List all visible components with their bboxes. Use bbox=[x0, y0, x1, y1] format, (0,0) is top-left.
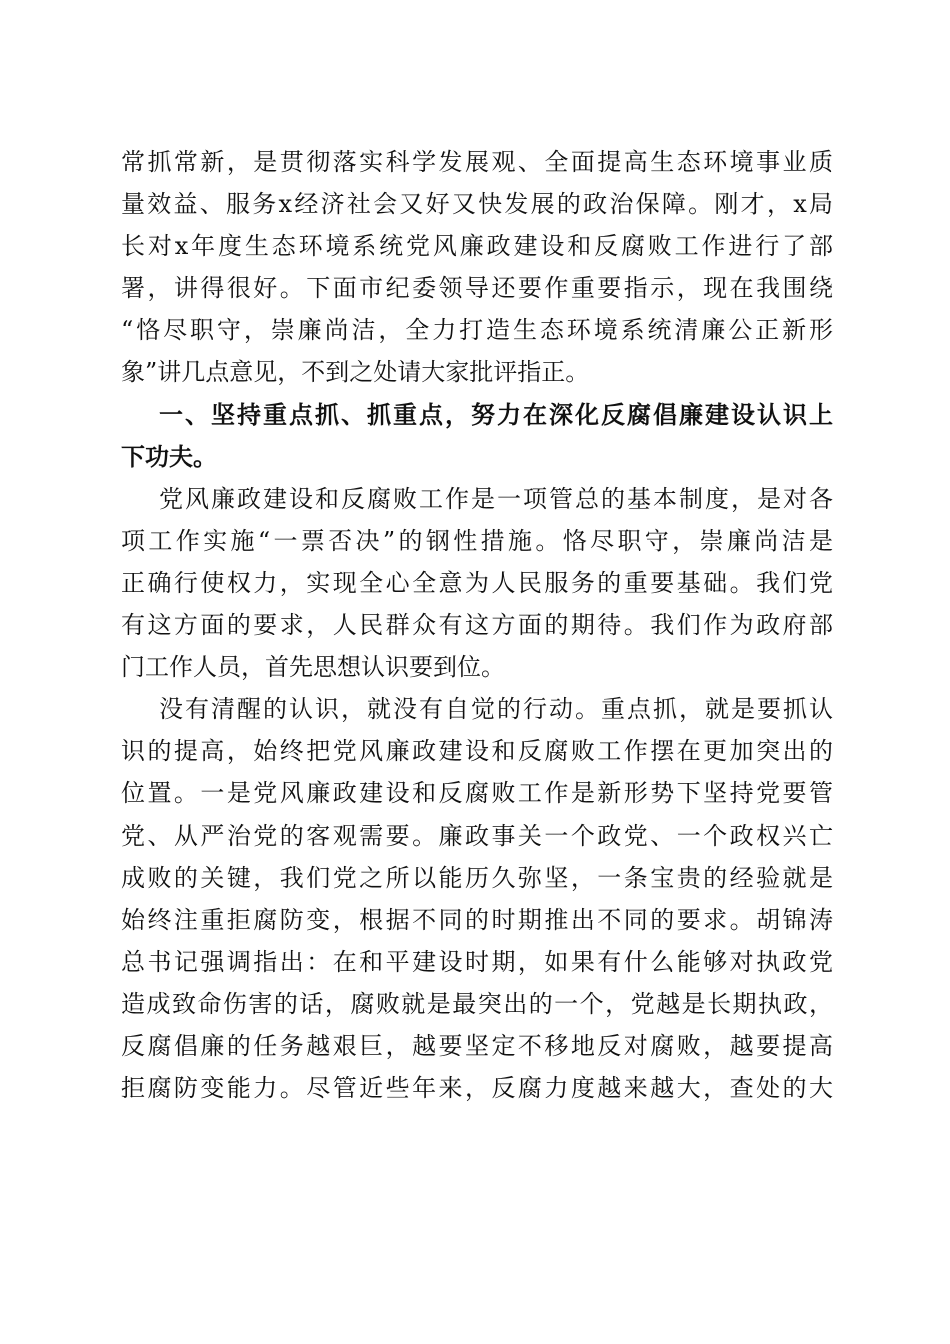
heading-line: 下功夫。 bbox=[121, 442, 217, 471]
text-line: 成败的关键，我们党之所以能历久弥坚，一条宝贵的经验就是 bbox=[121, 863, 833, 892]
section-heading bbox=[121, 394, 833, 478]
text-line: 署，讲得很好。下面市纪委领导还要作重要指示，现在我围绕 bbox=[121, 274, 833, 303]
paragraph-body bbox=[121, 688, 833, 1109]
document-body bbox=[121, 141, 833, 1109]
text-line: 党风廉政建设和反腐败工作是一项管总的基本制度，是对各 bbox=[159, 484, 833, 513]
text-line: 反腐倡廉的任务越艰巨，越要坚定不移地反对腐败，越要提高 bbox=[121, 1031, 833, 1060]
text-line: 象”讲几点意见，不到之处请大家批评指正。 bbox=[121, 358, 590, 387]
text-line: 项工作实施“一票否决”的钢性措施。恪尽职守，崇廉尚洁是 bbox=[121, 526, 833, 555]
paragraph-intro bbox=[121, 141, 833, 394]
text-line: 拒腐防变能力。尽管近些年来，反腐力度越来越大，查处的大 bbox=[121, 1074, 833, 1103]
text-line: 正确行使权力，实现全心全意为人民服务的重要基础。我们党 bbox=[121, 568, 833, 597]
text-line: “恪尽职守，崇廉尚洁，全力打造生态环境系统清廉公正新形 bbox=[121, 316, 833, 345]
heading-line: 一、坚持重点抓、抓重点，努力在深化反腐倡廉建设认识上 bbox=[159, 400, 833, 429]
text-line: 长对x年度生态环境系统党风廉政建设和反腐败工作进行了部 bbox=[121, 232, 833, 261]
text-line: 位置。一是党风廉政建设和反腐败工作是新形势下坚持党要管 bbox=[121, 779, 833, 808]
text-line: 识的提高，始终把党风廉政建设和反腐败工作摆在更加突出的 bbox=[121, 737, 833, 766]
text-line: 总书记强调指出：在和平建设时期，如果有什么能够对执政党 bbox=[121, 947, 833, 976]
text-line: 门工作人员，首先思想认识要到位。 bbox=[121, 653, 505, 682]
text-line: 党、从严治党的客观需要。廉政事关一个政党、一个政权兴亡 bbox=[121, 821, 833, 850]
paragraph-body bbox=[121, 478, 833, 688]
text-line: 造成致命伤害的话，腐败就是最突出的一个，党越是长期执政， bbox=[121, 989, 833, 1018]
text-line: 始终注重拒腐防变，根据不同的时期推出不同的要求。胡锦涛 bbox=[121, 905, 833, 934]
text-line: 没有清醒的认识，就没有自觉的行动。重点抓，就是要抓认 bbox=[159, 695, 833, 724]
text-line: 有这方面的要求，人民群众有这方面的期待。我们作为政府部 bbox=[121, 611, 833, 640]
text-line: 常抓常新，是贯彻落实科学发展观、全面提高生态环境事业质 bbox=[121, 148, 833, 176]
text-line: 量效益、服务x经济社会又好又快发展的政治保障。刚才，x局 bbox=[121, 190, 833, 219]
